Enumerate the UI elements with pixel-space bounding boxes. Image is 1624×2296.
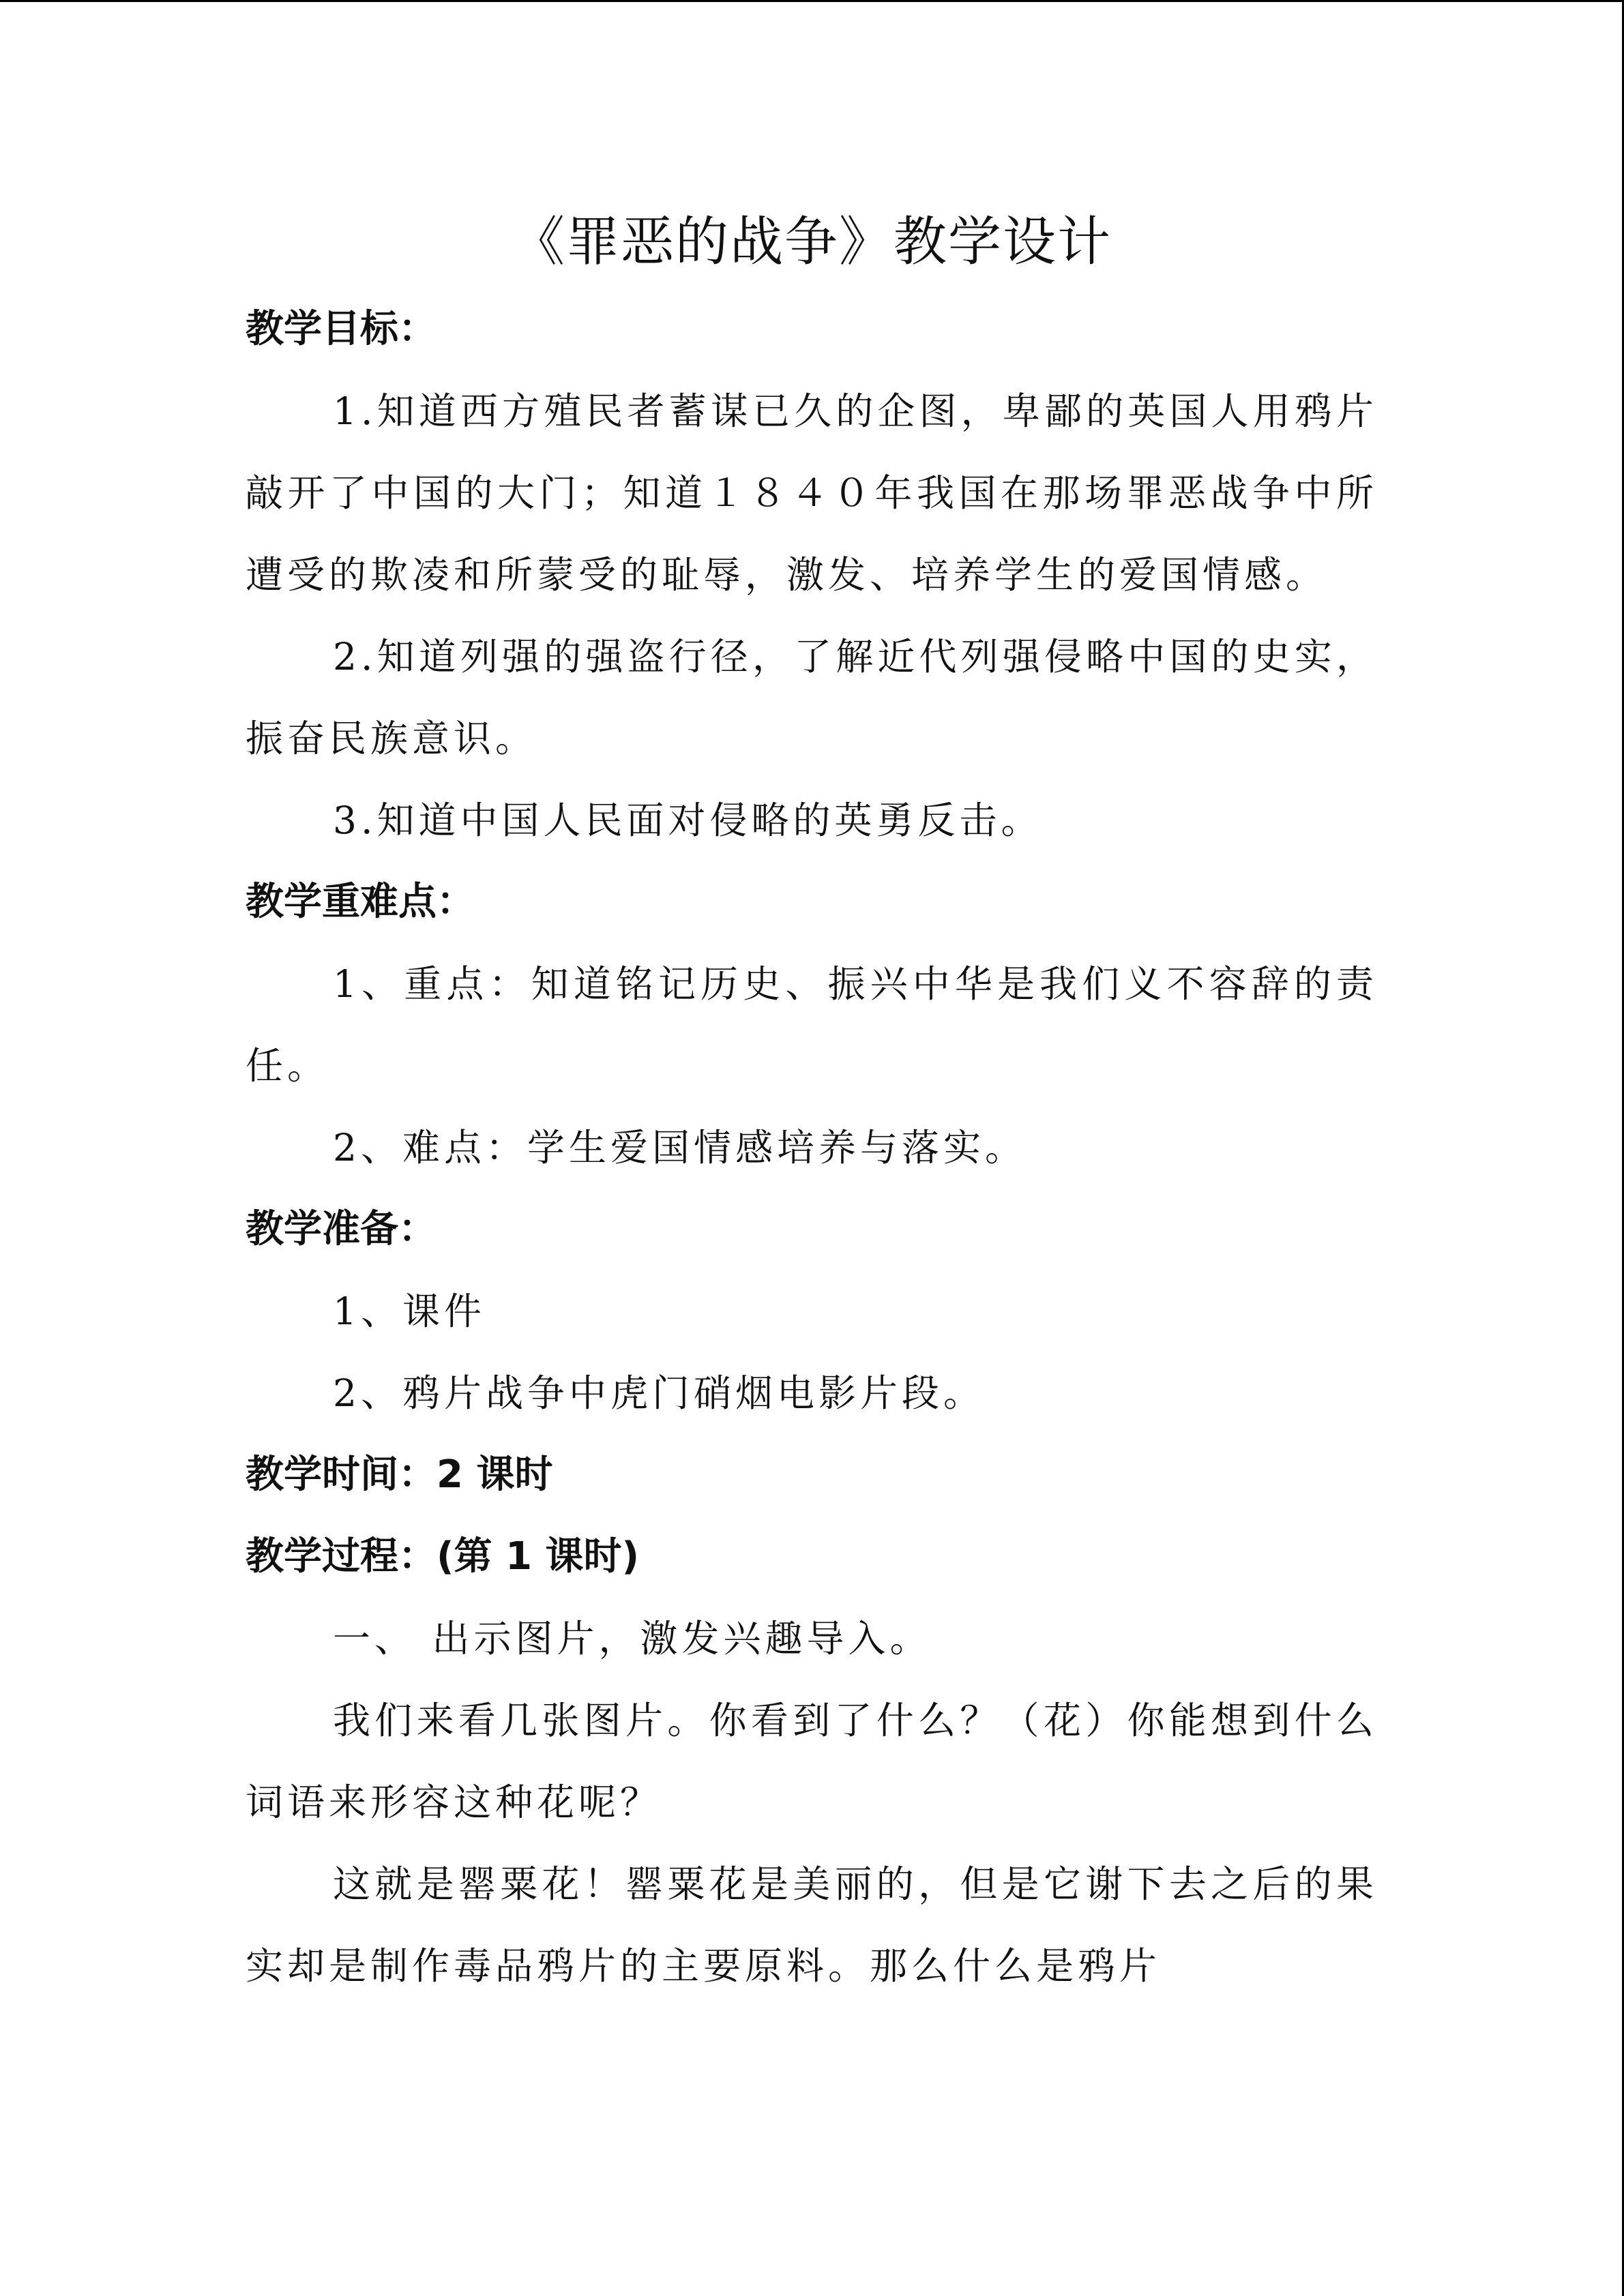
- key-points-heading: 教学重难点：: [246, 880, 475, 924]
- objective-item-3: 3.知道中国人民面对侵略的英勇反击。: [333, 799, 1043, 842]
- document-body: [246, 196, 1378, 2007]
- process-item-2: 我们来看几张图片。你看到了什么？（花）你能想到什么词语来形容这种花呢？: [246, 1699, 1378, 1824]
- objective-item-2: 2.知道列强的强盗行径，了解近代列强侵略中国的史实，振奋民族意识。: [246, 635, 1378, 760]
- process-heading: 教学过程：(第 1 课时): [246, 1534, 640, 1579]
- time-heading: 教学时间：2 课时: [246, 1452, 553, 1497]
- process-item-1: 一、 出示图片，激发兴趣导入。: [333, 1617, 932, 1660]
- objectives-heading: 教学目标：: [246, 307, 437, 351]
- preparation-item-1: 1、课件: [333, 1289, 486, 1333]
- document-title: 《罪恶的战争》教学设计: [511, 211, 1112, 273]
- preparation-heading: 教学准备：: [246, 1207, 437, 1251]
- key-point-item-2: 2、难点：学生爱国情感培养与落实。: [333, 1126, 1027, 1169]
- key-point-item-1: 1、重点：知道铭记历史、振兴中华是我们义不容辞的责任。: [246, 962, 1378, 1088]
- preparation-item-2: 2、鸦片战争中虎门硝烟电影片段。: [333, 1371, 985, 1415]
- objective-item-1: 1.知道西方殖民者蓄谋已久的企图，卑鄙的英国人用鸦片敲开了中国的大门；知道１８４０年我国在那场罪恶战争中所遭受的欺凌和所蒙受的耻辱，激发、培养学生的爱国情感。: [246, 389, 1378, 597]
- process-item-3: 这就是罂粟花！罂粟花是美丽的，但是它谢下去之后的果实却是制作毒品鸦片的主要原料。那么什么是鸦片: [246, 1862, 1378, 1988]
